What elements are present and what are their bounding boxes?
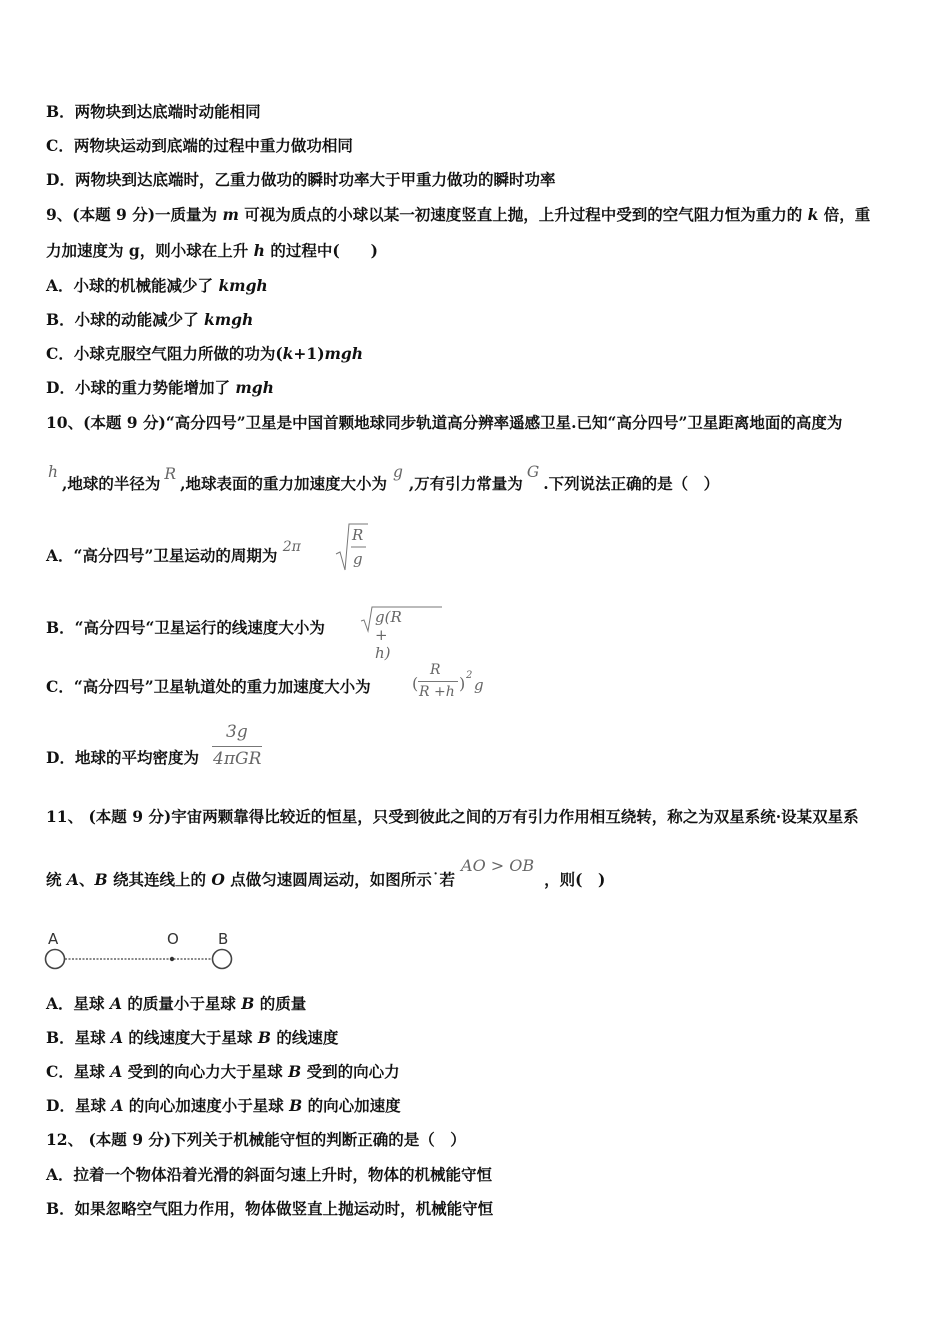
q12-stem: 12、 (本题 9 分)下列关于机械能守恒的判断正确的是（ ） bbox=[46, 1130, 466, 1149]
q9-stem-line1: 9、(本题 9 分)一质量为 m 可视为质点的小球以某一初速度竖直上抛，上升过程中受到的空气阻力恒为重力的 k 倍，重 bbox=[46, 205, 871, 224]
symbol-r: R bbox=[164, 465, 177, 483]
q9-option-c: C．小球克服空气阻力所做的功为(k+1)mgh bbox=[46, 344, 364, 363]
symbol-G: G bbox=[526, 463, 540, 481]
q10-option-a: A．“高分四号”卫星运动的周期为 2π bbox=[46, 539, 301, 565]
label-a: A bbox=[48, 930, 59, 948]
q10-stem-line1: 10、(本题 9 分)“高分四号”卫星是中国首颗地球同步轨道高分辨率遥感卫星.已知“高分四号”卫星距离地面的高度为 bbox=[46, 413, 843, 432]
q8-option-b: B．两物块到达底端时动能相同 bbox=[46, 102, 261, 121]
q10-option-b: B．“高分四号“卫星运行的线速度大小为 bbox=[46, 618, 325, 637]
q12-option-a: A．拉着一个物体沿着光滑的斜面匀速上升时，物体的机械能守恒 bbox=[46, 1165, 493, 1184]
q11-option-d: D．星球 A 的向心加速度小于星球 B 的向心加速度 bbox=[46, 1096, 401, 1115]
q9-option-d: D．小球的重力势能增加了 mgh bbox=[46, 378, 274, 397]
point-o bbox=[170, 957, 174, 961]
q11-stem-line2: 统 A、B 绕其连线上的 O 点做匀速圆周运动，如图所示˙若AO > OB，则( ) bbox=[46, 856, 606, 889]
star-a bbox=[46, 950, 65, 969]
formula-ratio-squared: ( R R +h ) 2 g bbox=[412, 662, 484, 700]
formula-density: 3g 4πGR bbox=[213, 722, 262, 769]
q8-option-c: C．两物块运动到底端的过程中重力做功相同 bbox=[46, 136, 353, 155]
label-b: B bbox=[218, 930, 229, 948]
q9-option-a: A．小球的机械能减少了 kmgh bbox=[46, 276, 268, 295]
q10-option-c: C．“高分四号”卫星轨道处的重力加速度大小为 bbox=[46, 677, 371, 696]
q9-option-b: B．小球的动能减少了 kmgh bbox=[46, 310, 254, 329]
q11-option-a: A．星球 A 的质量小于星球 B 的质量 bbox=[46, 994, 307, 1013]
binary-star-diagram bbox=[40, 928, 240, 972]
q11-stem-line1: 11、 (本题 9 分)宇宙两颗靠得比较近的恒星，只受到彼此之间的万有引力作用相互绕转，称之为双星系统·设某双星系 bbox=[46, 807, 859, 826]
q8-option-d: D．两物块到达底端时，乙重力做功的瞬时功率大于甲重力做功的瞬时功率 bbox=[46, 170, 556, 189]
q11-option-c: C．星球 A 受到的向心力大于星球 B 受到的向心力 bbox=[46, 1062, 400, 1081]
q9-stem-line2: 力加速度为 g，则小球在上升 h 的过程中( ) bbox=[46, 241, 378, 260]
label-o: O bbox=[167, 930, 179, 948]
symbol-g: g bbox=[392, 463, 403, 481]
q10-stem-line2: h,地球的半径为 R ,地球表面的重力加速度大小为g,万有引力常量为G.下列说法正确的是（ ） bbox=[48, 463, 720, 493]
formula-sqrt-r-over-g: R g bbox=[335, 522, 369, 574]
symbol-h: h bbox=[48, 463, 58, 481]
formula-coef: 2π bbox=[282, 539, 301, 555]
q12-option-b: B．如果忽略空气阻力作用，物体做竖直上抛运动时，机械能守恒 bbox=[46, 1199, 494, 1218]
q10-option-d: D．地球的平均密度为 bbox=[46, 748, 199, 767]
q11-option-b: B．星球 A 的线速度大于星球 B 的线速度 bbox=[46, 1028, 339, 1047]
condition-ao-gt-ob: AO > OB bbox=[461, 856, 535, 875]
star-b bbox=[213, 950, 232, 969]
